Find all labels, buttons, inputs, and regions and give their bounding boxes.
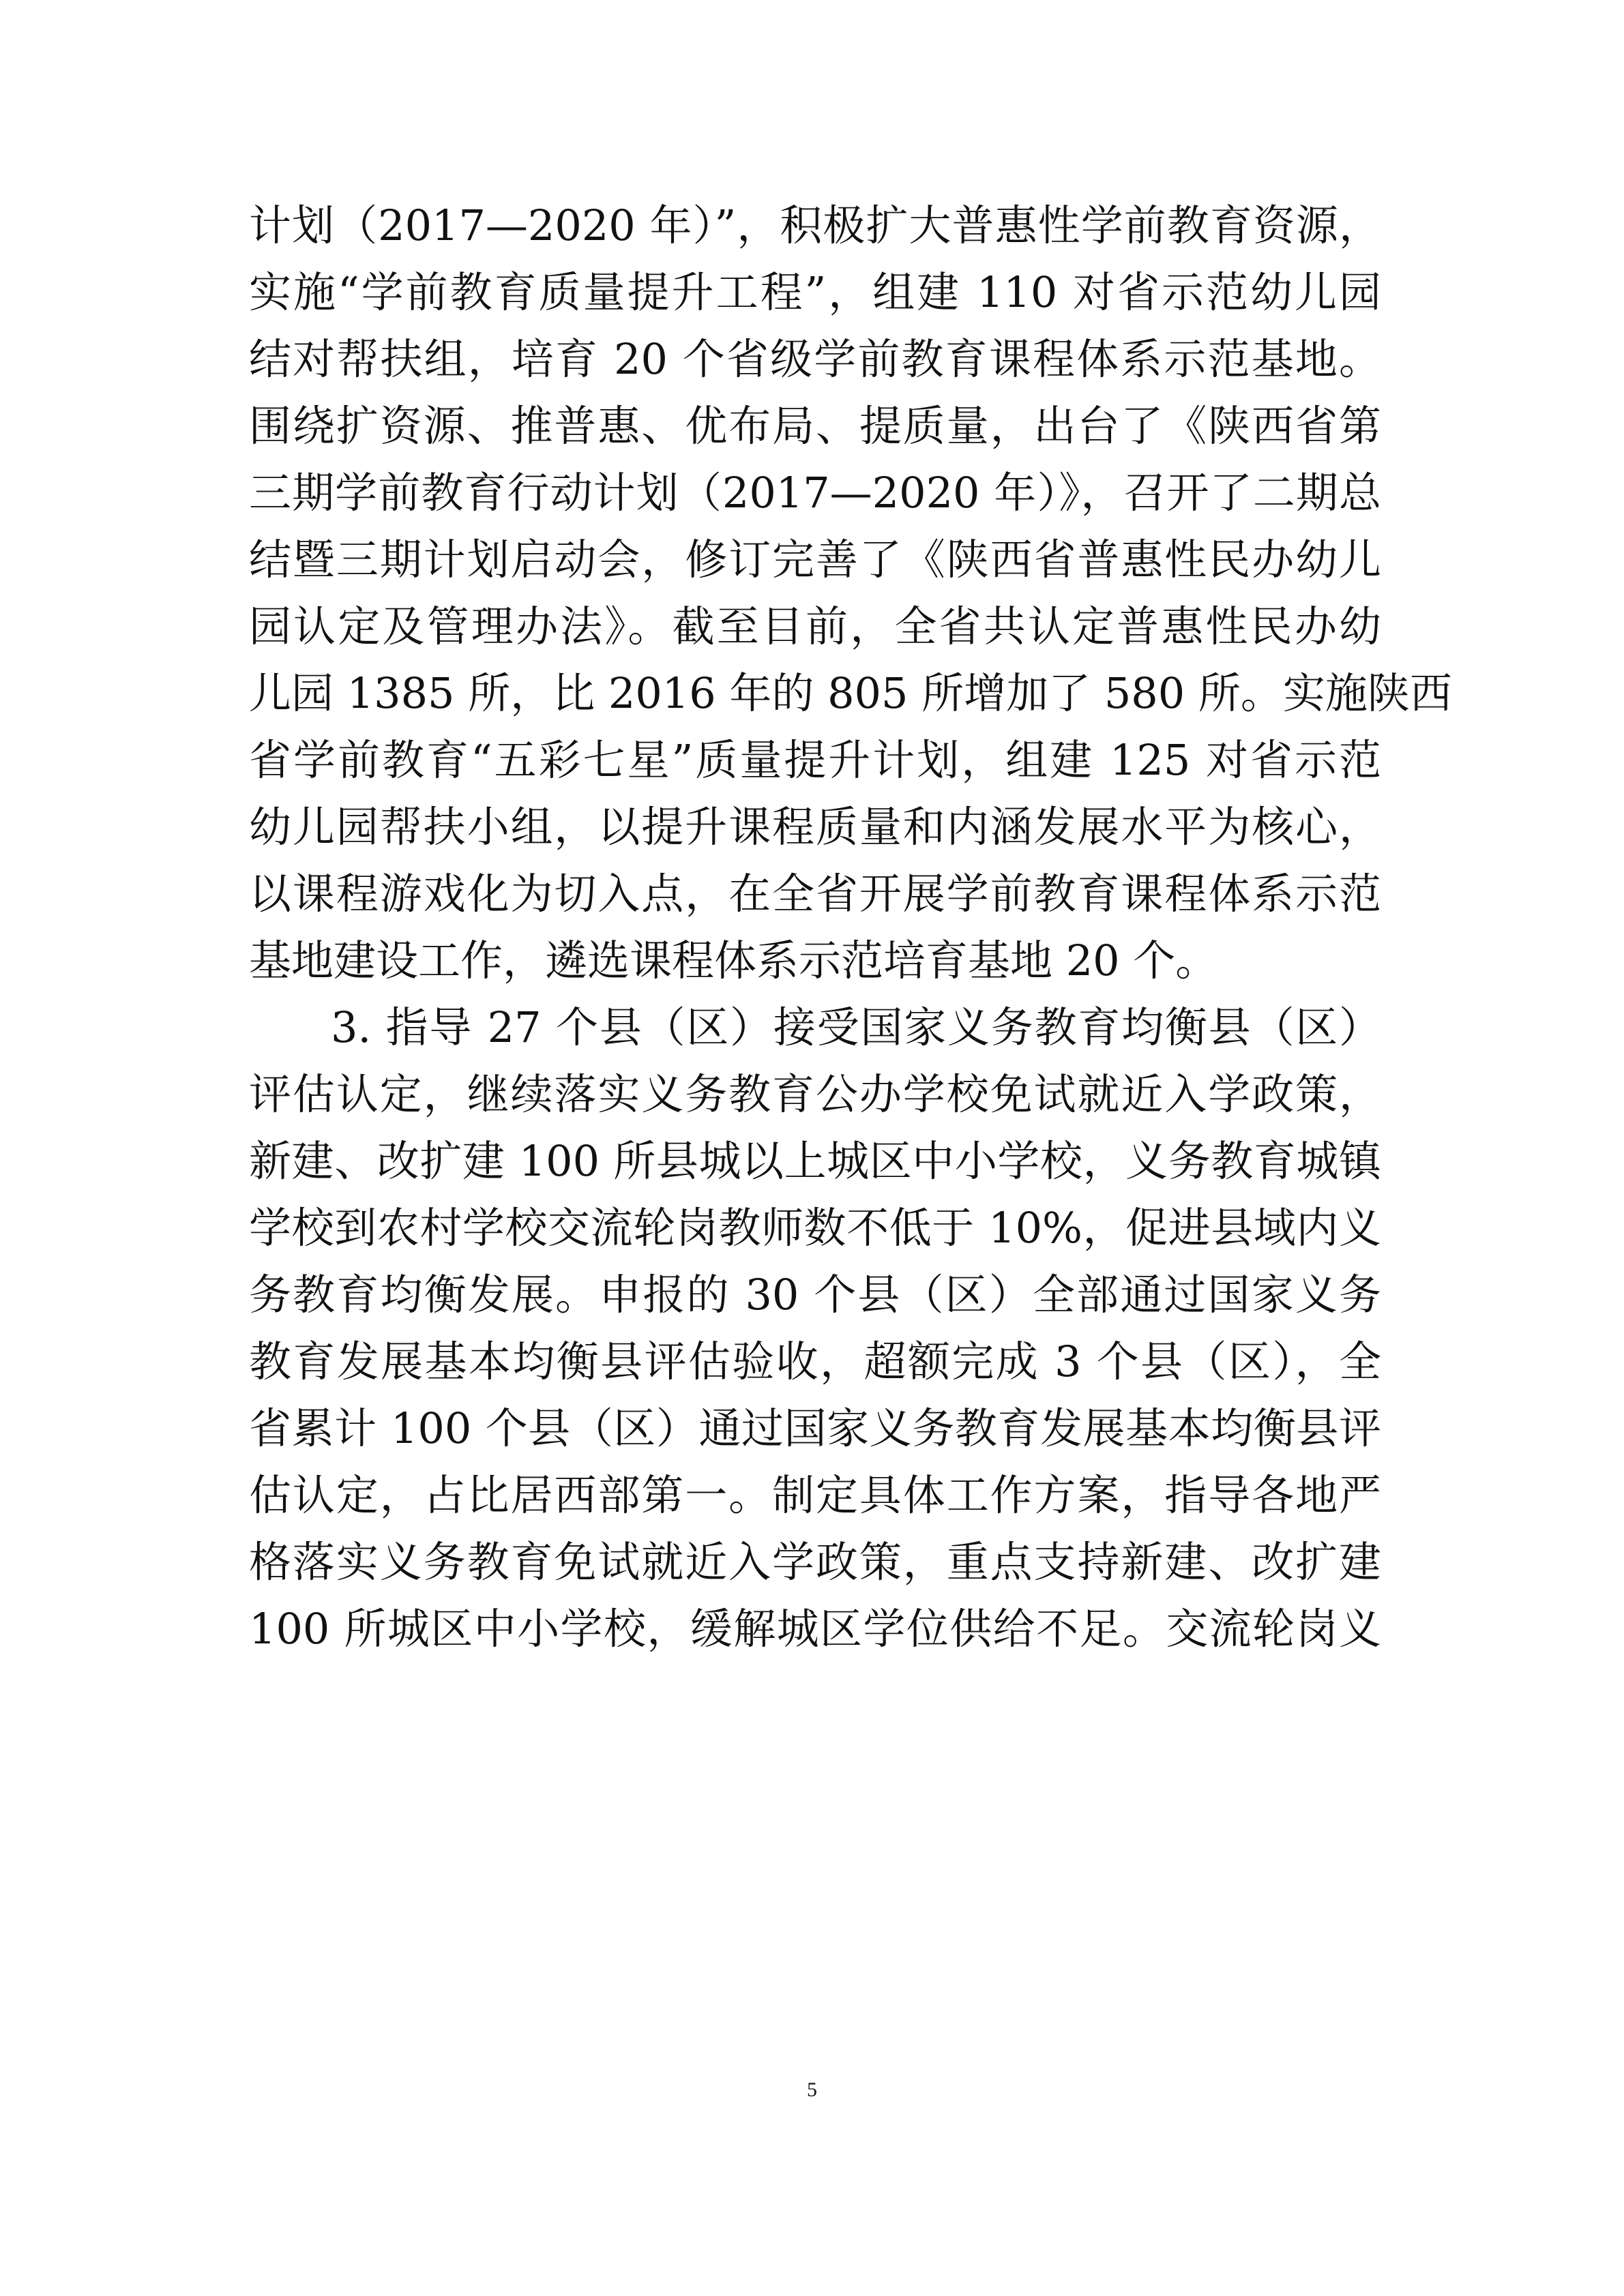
- text-line: 围绕扩资源、推普惠、优布局、提质量，出台了《陕西省第: [249, 401, 1381, 451]
- page-number: 5: [807, 2078, 817, 2101]
- text-line: 儿园 1385 所，比 2016 年的 805 所增加了 580 所。实施陕西: [249, 668, 1452, 718]
- body-text: [249, 192, 1452, 1663]
- text-line: 实施“学前教育质量提升工程”，组建 110 对省示范幼儿园: [249, 267, 1381, 317]
- text-line: 幼儿园帮扶小组，以提升课程质量和内涵发展水平为核心，: [249, 802, 1381, 852]
- text-line: 学校到农村学校交流轮岗教师数不低于 10%，促进县域内义: [249, 1203, 1381, 1253]
- text-line: 格落实义务教育免试就近入学政策，重点支持新建、改扩建: [249, 1537, 1381, 1587]
- text-line: 基地建设工作，遴选课程体系示范培育基地 20 个。: [249, 936, 1218, 985]
- text-line: 结暨三期计划启动会，修订完善了《陕西省普惠性民办幼儿: [249, 535, 1381, 584]
- text-line: 估认定，占比居西部第一。制定具体工作方案，指导各地严: [249, 1470, 1381, 1520]
- text-line: 结对帮扶组，培育 20 个省级学前教育课程体系示范基地。: [249, 334, 1381, 384]
- text-line: 省学前教育“五彩七星”质量提升计划，组建 125 对省示范: [249, 735, 1381, 785]
- text-line: 计划（2017—2020 年）”，积极扩大普惠性学前教育资源，: [249, 200, 1381, 250]
- text-line: 省累计 100 个县（区）通过国家义务教育发展基本均衡县评: [249, 1403, 1381, 1453]
- text-line: 新建、改扩建 100 所县城以上城区中小学校，义务教育城镇: [249, 1136, 1381, 1186]
- text-line: 3. 指导 27 个县（区）接受国家义务教育均衡县（区）: [331, 1002, 1381, 1052]
- text-line: 以课程游戏化为切入点，在全省开展学前教育课程体系示范: [249, 869, 1381, 919]
- text-line: 务教育均衡发展。申报的 30 个县（区）全部通过国家义务: [249, 1270, 1381, 1320]
- text-line: 评估认定，继续落实义务教育公办学校免试就近入学政策，: [249, 1069, 1381, 1119]
- text-line: 教育发展基本均衡县评估验收，超额完成 3 个县（区），全: [249, 1337, 1381, 1386]
- text-line: 100 所城区中小学校，缓解城区学位供给不足。交流轮岗义: [249, 1604, 1381, 1654]
- text-line: 园认定及管理办法》。截至目前，全省共认定普惠性民办幼: [249, 601, 1381, 651]
- text-line: 三期学前教育行动计划（2017—2020 年）》，召开了二期总: [249, 468, 1381, 518]
